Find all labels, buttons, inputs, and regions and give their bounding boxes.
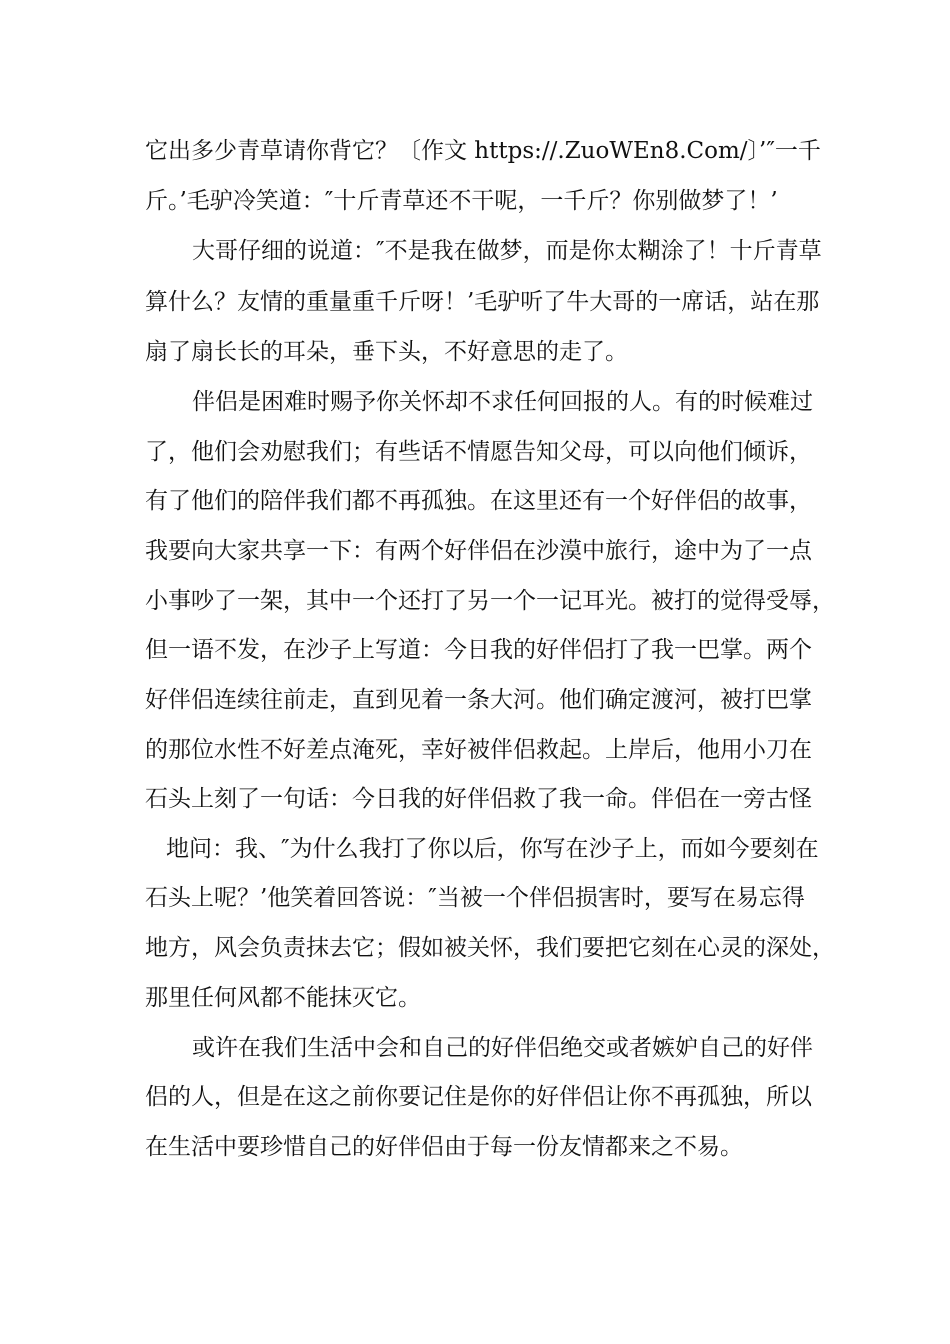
text-line-11: 但一语不发，在沙子上写道：今日我的好伴侣打了我一巴掌。两个	[145, 637, 812, 663]
text-line-15: 地问：我、″为什么我打了你以后，你写在沙子上，而如今要刻在	[166, 836, 819, 862]
text-line-10: 小事吵了一架，其中一个还打了另一个一记耳光。被打的觉得受辱，	[145, 588, 835, 614]
text-line-4: 算什么？友情的重量重千斤呀！’毛驴听了牛大哥的一席话，站在那	[145, 289, 820, 315]
text-line-3: 大哥仔细的说道：″不是我在做梦，而是你太糊涂了！十斤青草	[192, 238, 822, 264]
text-line-12: 好伴侣连续往前走，直到见着一条大河。他们确定渡河，被打巴掌	[145, 687, 812, 713]
text-line-13: 的那位水性不好差点淹死，幸好被伴侣救起。上岸后，他用小刀在	[145, 737, 812, 763]
text-line-5: 扇了扇长长的耳朵，垂下头，不好意思的走了。	[145, 339, 628, 365]
text-line-21: 在生活中要珍惜自己的好伴侣由于每一份友情都来之不易。	[145, 1134, 743, 1160]
text-line-6: 伴侣是困难时赐予你关怀却不求任何回报的人。有的时候难过	[192, 389, 813, 415]
text-line-1: 它出多少青草请你背它？〔作文 https://.ZuoWEn8.Com/〕’″一千	[145, 138, 821, 164]
text-line-18: 那里任何风都不能抹灭它。	[145, 985, 421, 1011]
text-line-2: 斤。’毛驴冷笑道：″十斤青草还不干呢，一千斤？你别做梦了！’	[145, 188, 778, 214]
text-line-17: 地方，风会负责抹去它；假如被关怀，我们要把它刻在心灵的深处，	[145, 935, 835, 961]
text-line-14: 石头上刻了一句话：今日我的好伴侣救了我一命。伴侣在一旁古怪	[145, 786, 812, 812]
text-line-19: 或许在我们生活中会和自己的好伴侣绝交或者嫉妒自己的好伴	[192, 1035, 813, 1061]
text-line-8: 有了他们的陪伴我们都不再孤独。在这里还有一个好伴侣的故事，	[145, 488, 812, 514]
text-line-20: 侣的人，但是在这之前你要记住是你的好伴侣让你不再孤独，所以	[145, 1084, 812, 1110]
text-line-16: 石头上呢？’他笑着回答说：″当被一个伴侣损害时，要写在易忘得	[145, 885, 805, 911]
text-line-9: 我要向大家共享一下：有两个好伴侣在沙漠中旅行，途中为了一点	[145, 538, 812, 564]
text-line-7: 了，他们会劝慰我们；有些话不情愿告知父母，可以向他们倾诉，	[145, 439, 812, 465]
